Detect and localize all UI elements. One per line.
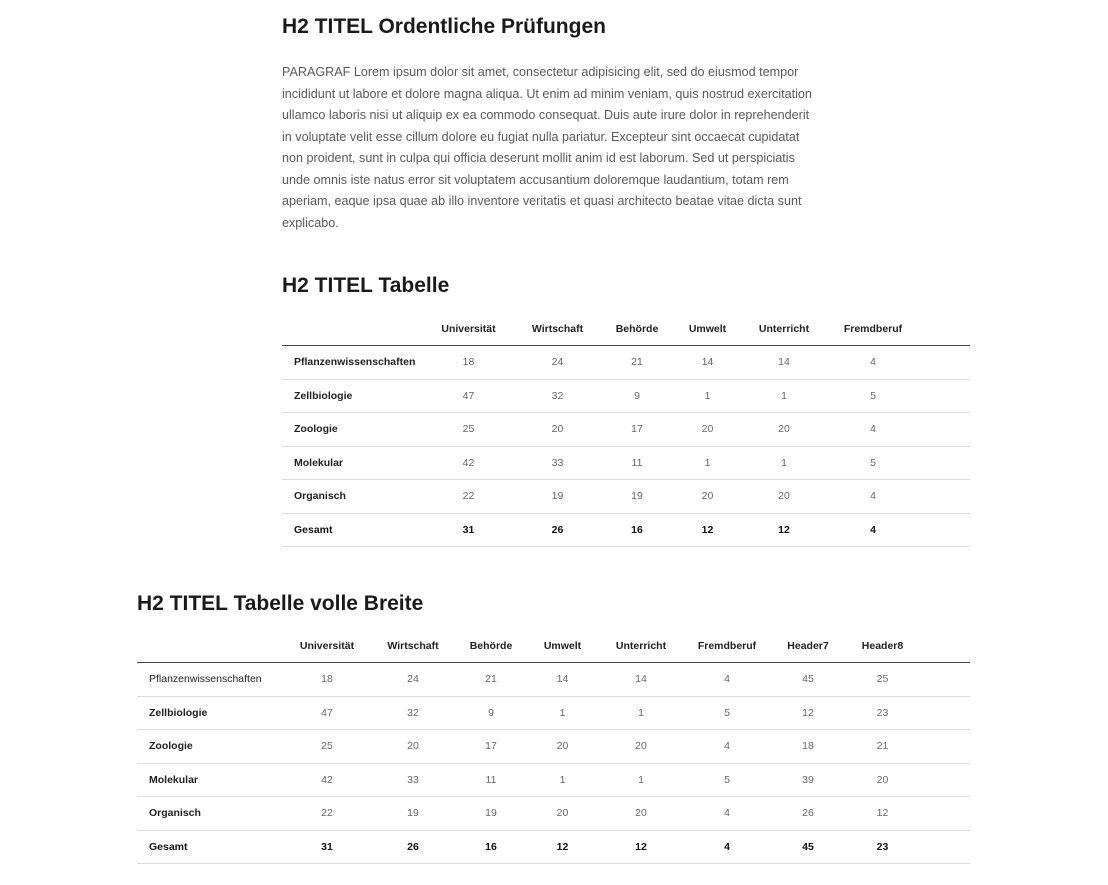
table-row (137, 730, 970, 764)
spacer-cell (924, 480, 970, 514)
column-header: Behörde (605, 313, 669, 346)
column-header: Unterricht (746, 313, 822, 346)
table-cell: 21 (605, 346, 669, 380)
section-title-tabelle-volle-breite: H2 TITEL Tabelle volle Breite (137, 592, 424, 615)
spacer-cell (924, 446, 970, 480)
table-cell: 19 (510, 480, 605, 514)
table-cell: 12 (847, 797, 918, 831)
table-cell: 18 (282, 663, 372, 697)
spacer-cell (924, 513, 970, 547)
table-cell: 45 (769, 663, 847, 697)
section-title-tabelle: H2 TITEL Tabelle (282, 274, 450, 297)
table-cell: 21 (847, 730, 918, 764)
table-cell: 23 (847, 830, 918, 864)
column-header: Fremdberuf (685, 630, 769, 663)
table-cell: 21 (454, 663, 528, 697)
table-cell: 12 (769, 696, 847, 730)
table-cell: 14 (528, 663, 597, 697)
table-cell: 4 (685, 797, 769, 831)
spacer-cell (924, 379, 970, 413)
table-cell: 20 (528, 730, 597, 764)
table-cell: 4 (685, 663, 769, 697)
table-cell: 11 (454, 763, 528, 797)
table-cell: 20 (528, 797, 597, 831)
table-row (282, 446, 970, 480)
column-header: Wirtschaft (510, 313, 605, 346)
table-cell: 5 (822, 379, 924, 413)
section-title-pruefungen: H2 TITEL Ordentliche Prüfungen (282, 15, 606, 38)
row-label: Gesamt (282, 513, 427, 547)
spacer-cell (924, 346, 970, 380)
column-header: Header7 (769, 630, 847, 663)
table-cell: 19 (605, 480, 669, 514)
table-cell: 19 (372, 797, 454, 831)
table-cell: 24 (510, 346, 605, 380)
table-row (282, 413, 970, 447)
table-cell: 20 (510, 413, 605, 447)
row-label: Pflanzenwissenschaften (282, 346, 427, 380)
table-row (137, 663, 970, 697)
row-label: Zoologie (282, 413, 427, 447)
table-cell: 12 (597, 830, 685, 864)
table-cell: 31 (282, 830, 372, 864)
data-table-full-width (137, 630, 970, 864)
table-cell: 1 (528, 763, 597, 797)
table-cell: 22 (427, 480, 510, 514)
table-cell: 20 (669, 480, 746, 514)
table-cell: 20 (746, 480, 822, 514)
table-cell: 42 (282, 763, 372, 797)
table-cell: 4 (822, 513, 924, 547)
table-narrow (282, 313, 970, 547)
row-label: Zellbiologie (282, 379, 427, 413)
table-row (282, 346, 970, 380)
row-label: Zellbiologie (137, 696, 282, 730)
row-label: Organisch (282, 480, 427, 514)
spacer-column (924, 313, 970, 346)
column-header: Umwelt (528, 630, 597, 663)
table-cell: 1 (669, 379, 746, 413)
column-header: Fremdberuf (822, 313, 924, 346)
spacer-column (918, 630, 970, 663)
table-cell: 25 (427, 413, 510, 447)
column-header: Umwelt (669, 313, 746, 346)
table-cell: 20 (597, 797, 685, 831)
row-label: Organisch (137, 797, 282, 831)
table-cell: 12 (746, 513, 822, 547)
table-header-row (282, 313, 970, 346)
table-cell: 47 (427, 379, 510, 413)
table-row (137, 797, 970, 831)
table-cell: 33 (510, 446, 605, 480)
table-cell: 26 (372, 830, 454, 864)
row-label: Gesamt (137, 830, 282, 864)
row-label: Pflanzenwissenschaften (137, 663, 282, 697)
table-total-row (137, 830, 970, 864)
row-label: Molekular (282, 446, 427, 480)
table-cell: 1 (528, 696, 597, 730)
table-cell: 4 (822, 413, 924, 447)
table-cell: 23 (847, 696, 918, 730)
table-cell: 9 (605, 379, 669, 413)
table-cell: 12 (669, 513, 746, 547)
table-row (282, 480, 970, 514)
spacer-cell (924, 413, 970, 447)
column-header: Universität (427, 313, 510, 346)
intro-paragraph: PARAGRAF Lorem ipsum dolor sit amet, consectetur adipisicing elit, sed do eiusmod tempor incididunt ut labore et dolore magna aliqua. Ut enim ad minim veniam, quis nostrud exercitation ullamco laboris nisi ut aliquip ex ea commodo consequat. Duis aute irure dolor in reprehenderit in voluptate velit esse cillum dolore eu fugiat nulla pariatur. Excepteur sint occaecat cupidatat non proident, sunt in culpa qui officia deserunt mollit anim id est laborum. Sed ut perspiciatis unde omnis iste natus error sit voluptatem accusantium doloremque laudantium, totam rem aperiam, eaque ipsa quae ab illo inventore veritatis et quasi architecto beatae vitae dicta sunt explicabo. (282, 65, 812, 230)
table-cell: 5 (822, 446, 924, 480)
table-cell: 14 (669, 346, 746, 380)
column-header: Universität (282, 630, 372, 663)
table-cell: 20 (372, 730, 454, 764)
spacer-cell (918, 797, 970, 831)
table-cell: 18 (427, 346, 510, 380)
table-cell: 1 (597, 763, 685, 797)
table-cell: 26 (769, 797, 847, 831)
table-cell: 45 (769, 830, 847, 864)
column-header: Unterricht (597, 630, 685, 663)
table-cell: 18 (769, 730, 847, 764)
table-cell: 4 (822, 346, 924, 380)
row-label: Zoologie (137, 730, 282, 764)
row-label: Molekular (137, 763, 282, 797)
table-header-row (137, 630, 970, 663)
table-cell: 20 (597, 730, 685, 764)
table-cell: 5 (685, 763, 769, 797)
intro-paragraph-block (282, 62, 814, 234)
table-row (137, 696, 970, 730)
data-table-narrow (282, 313, 970, 547)
table-cell: 4 (822, 480, 924, 514)
table-cell: 16 (454, 830, 528, 864)
table-cell: 20 (746, 413, 822, 447)
column-header: Wirtschaft (372, 630, 454, 663)
table-cell: 4 (685, 830, 769, 864)
table-cell: 4 (685, 730, 769, 764)
table-cell: 1 (669, 446, 746, 480)
table-row (137, 763, 970, 797)
table-cell: 25 (847, 663, 918, 697)
table-cell: 20 (669, 413, 746, 447)
spacer-cell (918, 696, 970, 730)
table-cell: 5 (685, 696, 769, 730)
table-cell: 17 (605, 413, 669, 447)
table-row (282, 379, 970, 413)
table-cell: 24 (372, 663, 454, 697)
table-cell: 14 (746, 346, 822, 380)
column-header: Header8 (847, 630, 918, 663)
table-cell: 22 (282, 797, 372, 831)
column-header: Behörde (454, 630, 528, 663)
table-cell: 1 (746, 446, 822, 480)
table-cell: 9 (454, 696, 528, 730)
table-total-row (282, 513, 970, 547)
table-cell: 47 (282, 696, 372, 730)
table-cell: 42 (427, 446, 510, 480)
table-cell: 17 (454, 730, 528, 764)
spacer-cell (918, 730, 970, 764)
table-cell: 1 (746, 379, 822, 413)
table-cell: 12 (528, 830, 597, 864)
row-header-corner (282, 313, 427, 346)
table-cell: 20 (847, 763, 918, 797)
table-cell: 26 (510, 513, 605, 547)
table-cell: 31 (427, 513, 510, 547)
table-cell: 1 (597, 696, 685, 730)
table-cell: 11 (605, 446, 669, 480)
spacer-cell (918, 763, 970, 797)
table-full-width (137, 630, 970, 864)
table-cell: 19 (454, 797, 528, 831)
table-cell: 32 (510, 379, 605, 413)
table-cell: 39 (769, 763, 847, 797)
row-header-corner (137, 630, 282, 663)
table-cell: 14 (597, 663, 685, 697)
table-cell: 16 (605, 513, 669, 547)
spacer-cell (918, 830, 970, 864)
spacer-cell (918, 663, 970, 697)
table-cell: 33 (372, 763, 454, 797)
table-cell: 32 (372, 696, 454, 730)
table-cell: 25 (282, 730, 372, 764)
